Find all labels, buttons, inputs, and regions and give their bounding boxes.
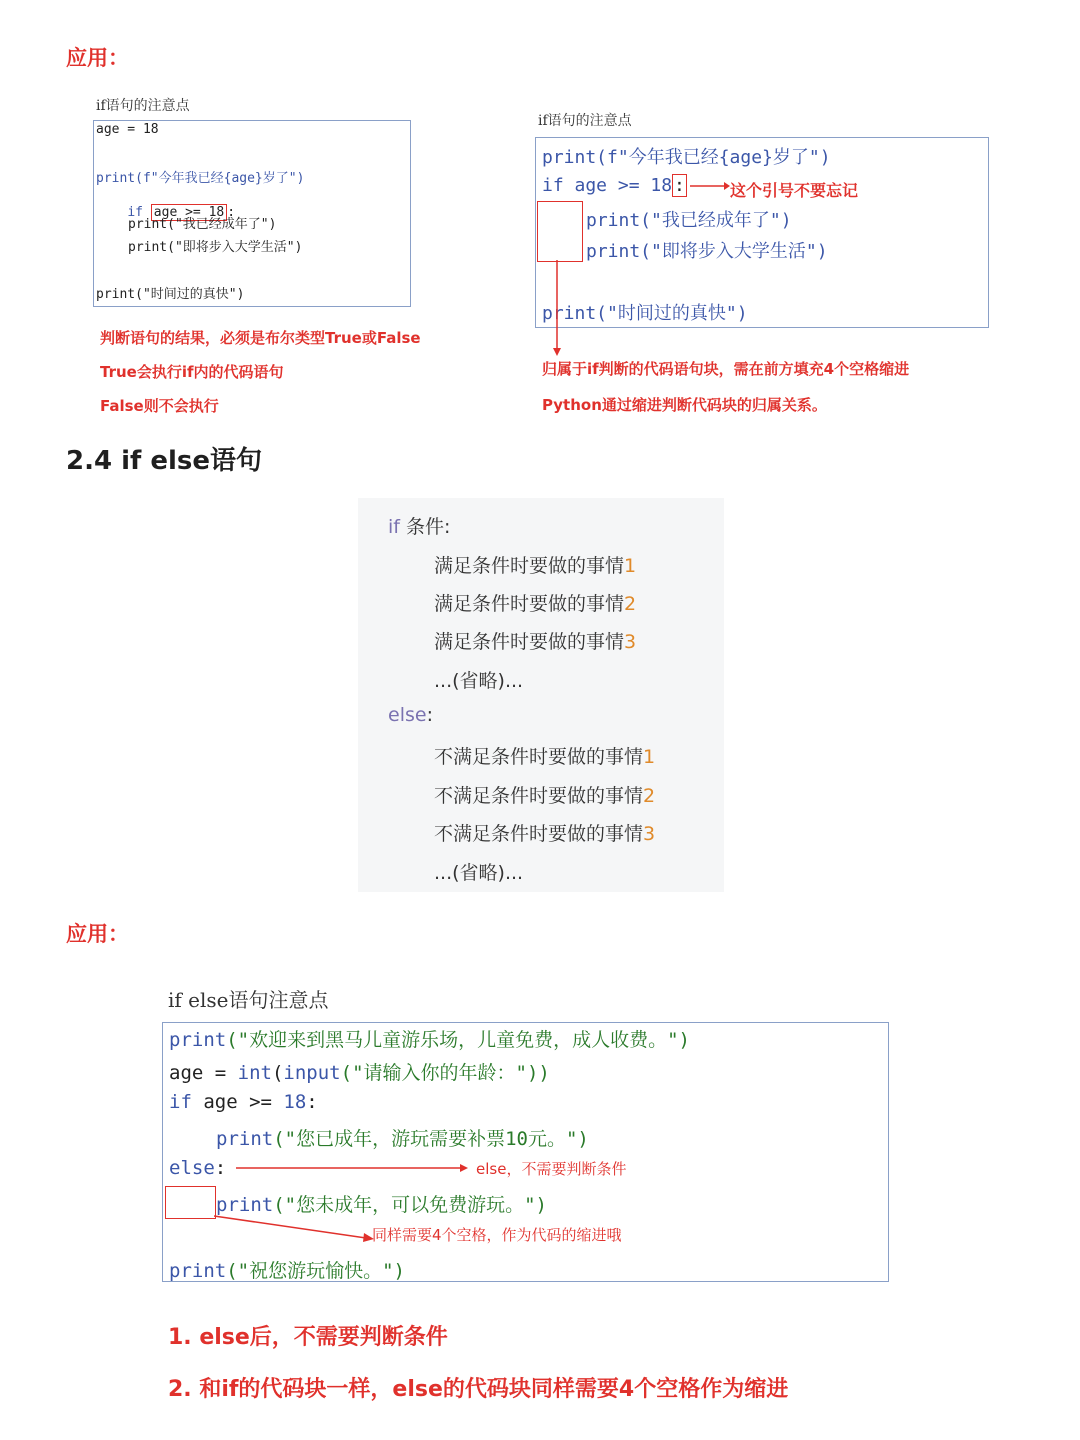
syntax-else-item-1: 不满足条件时要做的事情1 — [434, 746, 656, 768]
if-else-syntax-panel — [358, 498, 724, 892]
code-line-print-time: print("时间过的真快") — [542, 303, 748, 324]
note-bool-result: 判断语句的结果，必须是布尔类型True或False — [100, 329, 421, 347]
code-line-if: if age >= 18: — [169, 1091, 318, 1113]
section-heading-application: 应用： — [66, 46, 129, 70]
condition-text: 条件: — [399, 516, 451, 538]
syntax-if-item-2: 满足条件时要做的事情2 — [434, 593, 637, 615]
syntax-else-line: else: — [388, 704, 433, 726]
right-example-caption: if语句的注意点 — [538, 113, 632, 129]
summary-item-2: 2. 和if的代码块一样，else的代码块同样需要4个空格作为缩进 — [168, 1377, 789, 1402]
colon: : — [227, 205, 236, 220]
syntax-if-item-1: 满足条件时要做的事情1 — [434, 555, 637, 577]
code-line-print-time: print("时间过的真快") — [96, 287, 245, 302]
code-line-print-age: print(f"今年我已经{age}岁了") — [542, 147, 831, 168]
code-line-age: age = 18 — [96, 122, 159, 137]
colon-annotation: 这个引号不要忘记 — [730, 181, 859, 200]
syntax-else-ellipsis: ...(省略)... — [434, 862, 524, 884]
section-heading-application-2: 应用： — [66, 922, 129, 946]
note-true-exec: True会执行if内的代码语句 — [100, 363, 284, 381]
if-keyword: if — [388, 516, 400, 538]
arrow-down-to-note — [550, 260, 564, 356]
note-indent-block: 归属于if判断的代码语句块，需在前方填充4个空格缩进 — [542, 360, 910, 378]
left-example-caption: if语句的注意点 — [96, 98, 190, 114]
code-line-if — [542, 175, 687, 196]
code-line-print-adult: print("我已经成年了") — [586, 210, 792, 231]
note-false-skip: False则不会执行 — [100, 397, 219, 415]
indent-annotation: 同样需要4个空格，作为代码的缩进哦 — [372, 1226, 622, 1244]
else-keyword: else — [388, 704, 427, 726]
code-line-welcome: print("欢迎来到黑马儿童游乐场，儿童免费，成人收费。") — [169, 1029, 690, 1051]
condition-highlight: age >= 18 — [151, 204, 227, 221]
colon-highlight: : — [674, 175, 685, 196]
code-line-else: else: — [169, 1157, 227, 1179]
syntax-else-item-2: 不满足条件时要做的事情2 — [434, 785, 656, 807]
syntax-if-ellipsis: ...(省略)... — [434, 670, 524, 692]
arrow-to-colon-note — [690, 178, 730, 194]
else-annotation: else，不需要判断条件 — [476, 1160, 627, 1178]
syntax-if-line — [388, 512, 450, 539]
code-line-print-enjoy: print("祝您游玩愉快。") — [169, 1260, 405, 1282]
syntax-if-item-3: 满足条件时要做的事情3 — [434, 631, 637, 653]
if-condition: if age >= 18 — [542, 175, 673, 196]
note-indent-relation: Python通过缩进判断代码块的归属关系。 — [542, 396, 827, 414]
left-code-box — [93, 120, 411, 307]
code-line-print-age: print(f"今年我已经{age}岁了") — [96, 171, 305, 186]
summary-item-1: 1. else后，不需要判断条件 — [168, 1325, 448, 1350]
else-indent-highlight — [165, 1186, 216, 1219]
code-line-input-age: age = int(input("请输入你的年龄：")) — [169, 1062, 550, 1084]
if-keyword: if — [127, 205, 151, 220]
code-line-print-college: print("即将步入大学生活") — [128, 240, 303, 255]
heading-if-else: 2.4 if else语句 — [66, 446, 263, 476]
code-line-print-adult: print("您已成年，游玩需要补票10元。") — [216, 1128, 589, 1150]
code-line-print-minor: print("您未成年，可以免费游玩。") — [216, 1194, 547, 1216]
syntax-else-item-3: 不满足条件时要做的事情3 — [434, 823, 656, 845]
code-line-print-adult: print("我已经成年了") — [128, 217, 277, 232]
code-line-print-college: print("即将步入大学生活") — [586, 241, 828, 262]
arrow-indent-note — [214, 1214, 374, 1244]
if-else-example-caption: if else语句注意点 — [168, 988, 329, 1012]
arrow-else-note — [236, 1160, 468, 1176]
indent-highlight-box — [537, 201, 583, 262]
right-code-box — [535, 137, 989, 328]
